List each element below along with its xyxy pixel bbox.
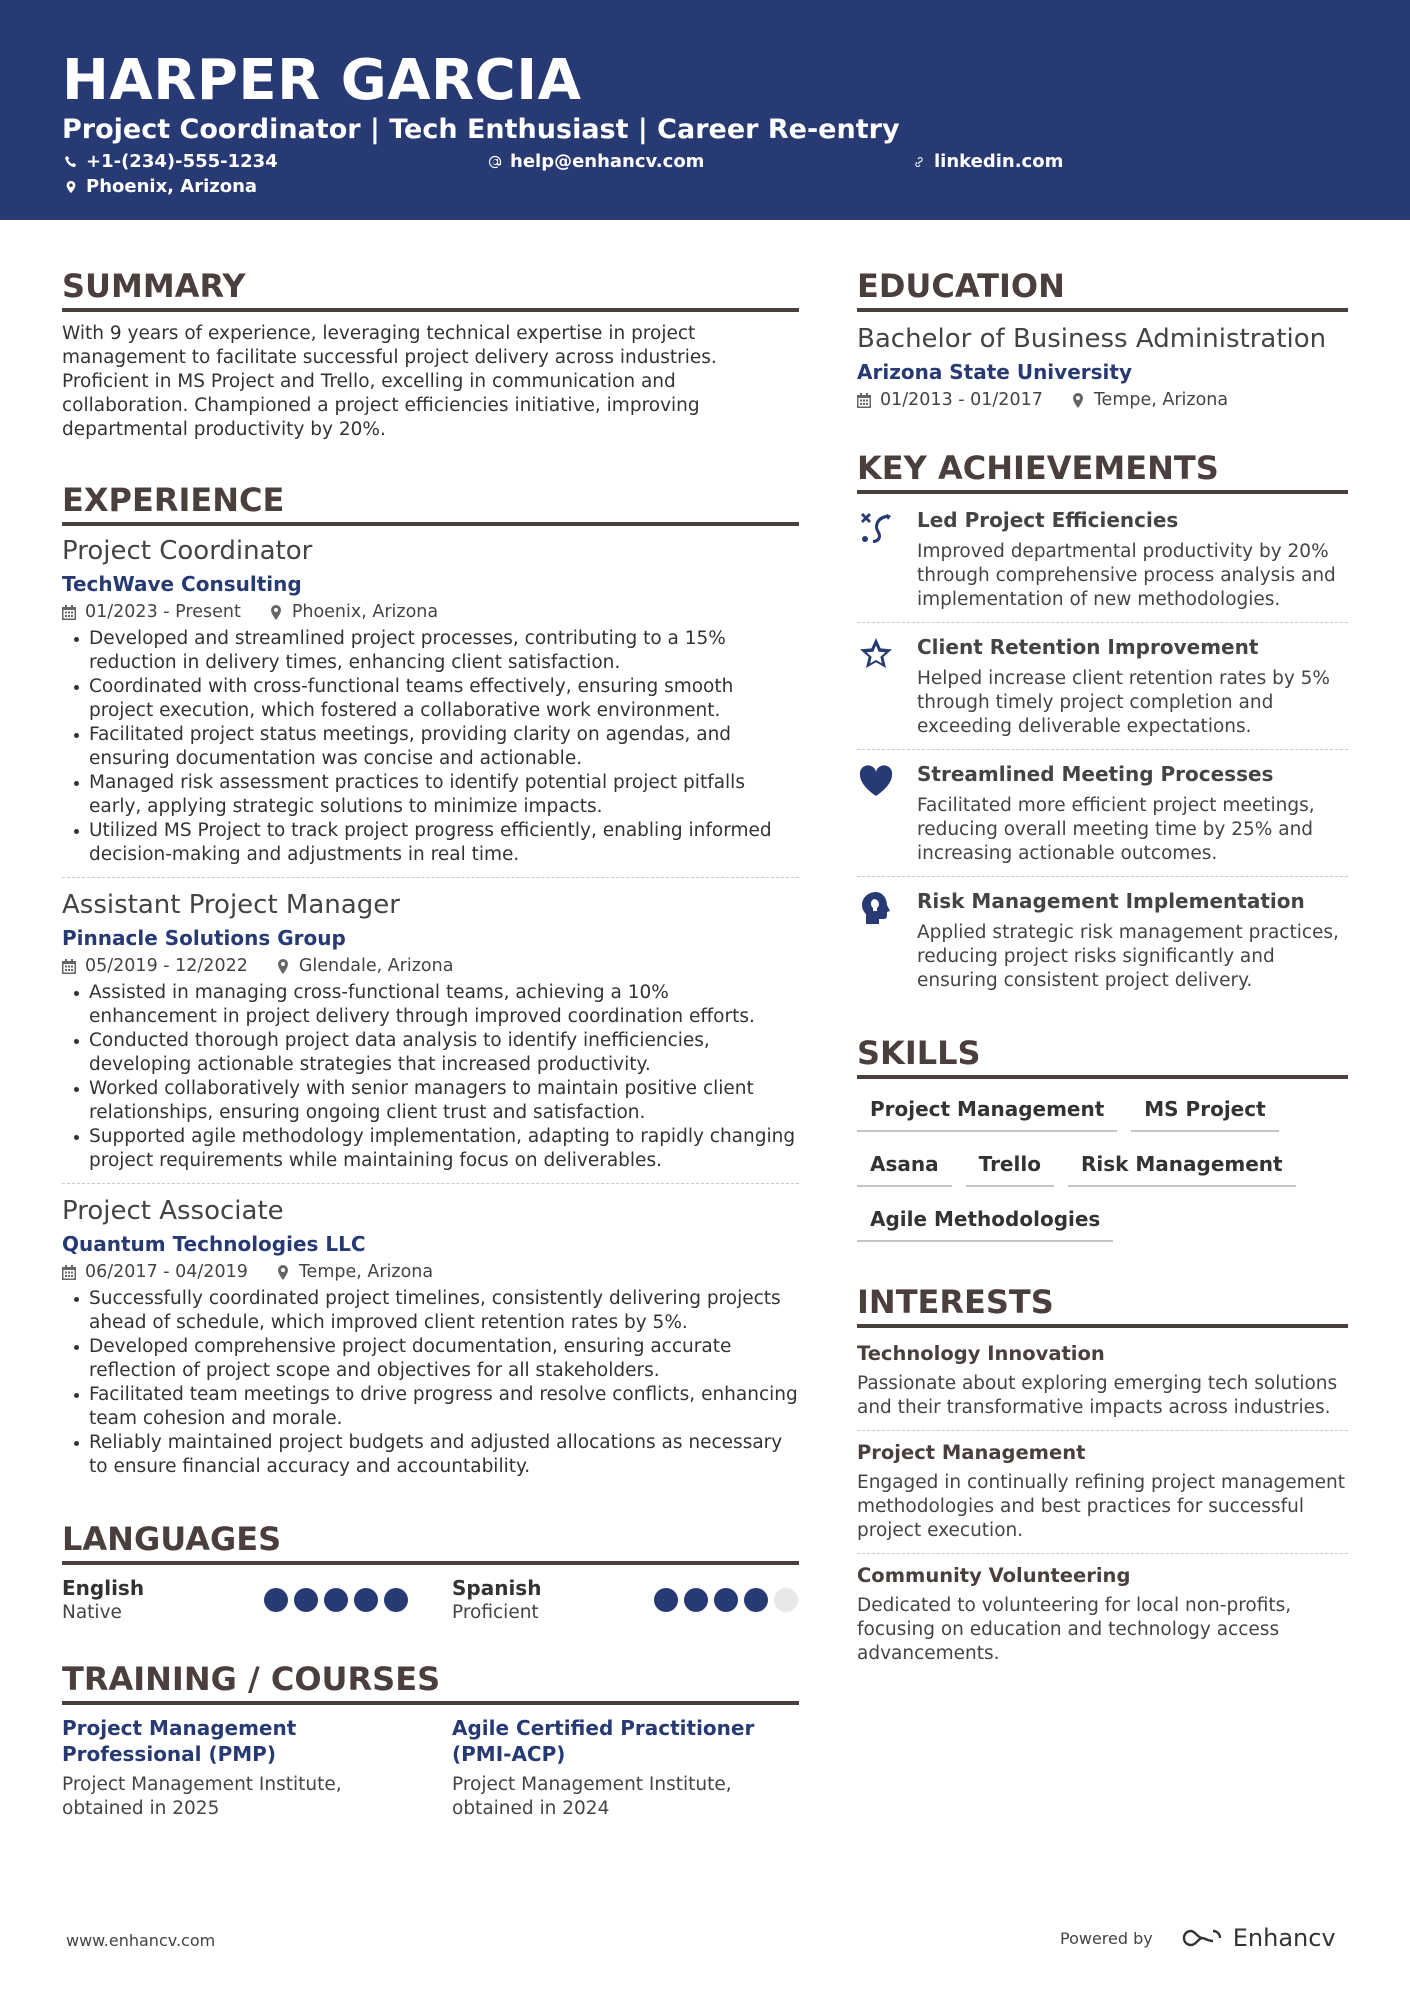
email-text: help@enhancv.com xyxy=(510,151,705,172)
skill-tag: Asana xyxy=(857,1144,952,1187)
job-meta xyxy=(62,954,799,978)
rating-dot xyxy=(774,1588,798,1612)
achievement-desc: Applied strategic risk management practices, reducing project risks significantly and ensuring consistent project delivery. xyxy=(917,922,1339,991)
job-dates xyxy=(62,600,241,624)
rating-dot xyxy=(744,1588,768,1612)
location-text: Phoenix, Arizona xyxy=(86,176,258,197)
experience-section xyxy=(62,480,799,1489)
interest-title: Technology Innovation xyxy=(857,1342,1105,1365)
job-location xyxy=(276,954,454,978)
contact-linkedin[interactable] xyxy=(912,150,1063,174)
interests-section xyxy=(857,1282,1348,1676)
education-degree: Bachelor of Business Administration xyxy=(857,324,1327,354)
skill-tag: MS Project xyxy=(1131,1089,1278,1132)
right-column xyxy=(857,266,1348,1676)
job-dates-text: 06/2017 - 04/2019 xyxy=(85,1262,248,1282)
path-icon xyxy=(857,506,917,612)
achievement-desc: Improved departmental productivity by 20% through comprehensive process analysis and implementation of new methodologies. xyxy=(917,541,1336,610)
interest-desc: Passionate about exploring emerging tech solutions and their transformative impacts across industries. xyxy=(857,1373,1338,1418)
powered-by-label: Powered by xyxy=(1060,1928,1153,1948)
job-title: Assistant Project Manager xyxy=(62,890,400,920)
achievement-item xyxy=(857,749,1348,876)
achievement-text xyxy=(917,506,1348,612)
achievement-text xyxy=(917,760,1348,866)
education-section xyxy=(857,266,1348,412)
summary-heading: SUMMARY xyxy=(62,266,799,312)
job-bullet: Facilitated team meetings to drive progress and resolve conflicts, enhancing team cohesion and morale. xyxy=(62,1383,799,1431)
language-level: Native xyxy=(62,1602,122,1623)
job-entry xyxy=(62,877,799,1183)
job-bullet: Worked collaboratively with senior managers to maintain positive client relationships, ensuring ongoing client trust and satisfaction. xyxy=(62,1077,799,1125)
linkedin-text: linkedin.com xyxy=(934,151,1064,172)
language-rating xyxy=(654,1588,798,1612)
phone-icon xyxy=(64,155,78,169)
achievements-section xyxy=(857,448,1348,1003)
experience-heading: EXPERIENCE xyxy=(62,480,799,526)
job-bullet: Utilized MS Project to track project progress efficiently, enabling informed decision-making and adjustments in real time. xyxy=(62,819,799,867)
head-icon xyxy=(857,887,917,993)
interest-list xyxy=(857,1332,1348,1676)
interest-title: Community Volunteering xyxy=(857,1564,1131,1587)
contact-location xyxy=(64,175,257,199)
rating-dot xyxy=(294,1588,318,1612)
skills-section xyxy=(857,1033,1348,1242)
skill-list xyxy=(857,1089,1348,1242)
calendar-icon xyxy=(857,393,871,408)
job-list xyxy=(62,534,799,1489)
skill-tag: Trello xyxy=(966,1144,1054,1187)
summary-section xyxy=(62,266,799,442)
rating-dot xyxy=(684,1588,708,1612)
achievement-text xyxy=(917,633,1348,739)
contact-phone[interactable] xyxy=(64,150,278,174)
location-pin-icon xyxy=(1071,393,1085,408)
job-bullets xyxy=(62,981,799,1173)
location-pin-icon xyxy=(64,180,78,194)
skill-tag: Agile Methodologies xyxy=(857,1199,1113,1242)
training-item xyxy=(62,1715,408,1821)
language-item xyxy=(62,1575,408,1625)
rating-dot xyxy=(354,1588,378,1612)
language-item xyxy=(452,1575,798,1625)
achievement-title: Led Project Efficiencies xyxy=(917,508,1179,532)
interest-desc: Dedicated to volunteering for local non-profits, focusing on education and technology access advancements. xyxy=(857,1595,1292,1664)
language-name: English xyxy=(62,1576,145,1600)
job-bullet: Reliably maintained project budgets and adjusted allocations as necessary to ensure financial accuracy and accountability. xyxy=(62,1431,799,1479)
achievement-item xyxy=(857,496,1348,622)
job-meta xyxy=(62,1260,799,1284)
job-title: Project Coordinator xyxy=(62,536,313,566)
job-entry xyxy=(62,1183,799,1489)
calendar-icon xyxy=(62,1265,76,1280)
achievement-text xyxy=(917,887,1348,993)
brand-name: Enhancv xyxy=(1232,1924,1336,1952)
job-bullets xyxy=(62,1287,799,1479)
contact-email[interactable] xyxy=(488,150,704,174)
language-list xyxy=(62,1575,799,1625)
rating-dot xyxy=(324,1588,348,1612)
job-bullets xyxy=(62,627,799,867)
job-entry xyxy=(62,534,799,877)
education-location: Tempe, Arizona xyxy=(1071,388,1228,412)
achievement-list xyxy=(857,496,1348,1003)
job-company[interactable]: TechWave Consulting xyxy=(62,572,302,596)
achievement-item xyxy=(857,876,1348,1003)
job-title: Project Associate xyxy=(62,1196,284,1226)
education-dates: 01/2013 - 01/2017 xyxy=(857,388,1043,412)
interest-item xyxy=(857,1332,1348,1430)
education-school: Arizona State University xyxy=(857,360,1132,384)
achievement-title: Risk Management Implementation xyxy=(917,889,1305,913)
summary-text: With 9 years of experience, leveraging technical expertise in project management to facilitate successful project delivery across industries. Proficient in MS Project and Trello, excelling in communication and collaboration. Championed a project efficiencies initiative, improving departmental productivity by 20%. xyxy=(62,323,717,440)
language-level: Proficient xyxy=(452,1602,539,1623)
rating-dot xyxy=(384,1588,408,1612)
achievement-title: Streamlined Meeting Processes xyxy=(917,762,1274,786)
candidate-name: HARPER GARCIA xyxy=(62,48,582,113)
achievement-title: Client Retention Improvement xyxy=(917,635,1259,659)
job-dates-text: 05/2019 - 12/2022 xyxy=(85,956,248,976)
job-bullet: Developed and streamlined project processes, contributing to a 15% reduction in delivery times, enhancing client satisfaction. xyxy=(62,627,799,675)
skills-heading: SKILLS xyxy=(857,1033,1348,1079)
footer-branding xyxy=(1060,1924,1336,1952)
job-dates xyxy=(62,954,248,978)
interest-desc: Engaged in continually refining project management methodologies and best practices for successful project execution. xyxy=(857,1472,1345,1541)
job-bullet: Coordinated with cross-functional teams effectively, ensuring smooth project execution, which fostered a collaborative work environment. xyxy=(62,675,799,723)
interests-heading: INTERESTS xyxy=(857,1282,1348,1328)
skill-tag: Project Management xyxy=(857,1089,1117,1132)
phone-text: +1-(234)-555-1234 xyxy=(86,151,278,172)
achievement-desc: Helped increase client retention rates by 5% through timely project completion and exceeding deliverable expectations. xyxy=(917,668,1331,737)
candidate-title: Project Coordinator | Tech Enthusiast | Career Re-entry xyxy=(62,114,900,145)
job-location-text: Phoenix, Arizona xyxy=(291,602,439,622)
calendar-icon xyxy=(62,605,76,620)
language-rating xyxy=(264,1588,408,1612)
star-icon xyxy=(857,633,917,739)
job-location xyxy=(269,600,438,624)
job-bullet: Managed risk assessment practices to identify potential project pitfalls early, applying strategic solutions to minimize impacts. xyxy=(62,771,799,819)
job-bullet: Assisted in managing cross-functional teams, achieving a 10% enhancement in project delivery through improved coordination efforts. xyxy=(62,981,799,1029)
location-pin-icon xyxy=(269,605,283,620)
achievement-desc: Facilitated more efficient project meetings, reducing overall meeting time by 25% and increasing actionable outcomes. xyxy=(917,795,1315,864)
job-company[interactable]: Pinnacle Solutions Group xyxy=(62,926,346,950)
rating-dot xyxy=(714,1588,738,1612)
calendar-icon xyxy=(62,959,76,974)
training-desc: Project Management Institute, obtained in 2025 xyxy=(62,1774,342,1819)
education-heading: EDUCATION xyxy=(857,266,1348,312)
header-banner xyxy=(0,0,1410,220)
job-company[interactable]: Quantum Technologies LLC xyxy=(62,1232,366,1256)
training-list xyxy=(62,1715,799,1821)
interest-item xyxy=(857,1553,1348,1676)
training-section xyxy=(62,1659,799,1821)
at-icon xyxy=(488,155,502,169)
left-column xyxy=(62,266,799,1821)
infinity-logo-icon xyxy=(1179,1926,1225,1950)
training-title: Project Management Professional (PMP) xyxy=(62,1716,297,1766)
language-name: Spanish xyxy=(452,1576,542,1600)
footer-website[interactable]: www.enhancv.com xyxy=(66,1931,216,1950)
job-location xyxy=(276,1260,433,1284)
languages-section xyxy=(62,1519,799,1625)
location-pin-icon xyxy=(276,1265,290,1280)
training-heading: TRAINING / COURSES xyxy=(62,1659,799,1705)
language-text xyxy=(452,1575,541,1625)
job-bullet: Developed comprehensive project documentation, ensuring accurate reflection of project scope and objectives for all stakeholders. xyxy=(62,1335,799,1383)
heart-icon xyxy=(857,760,917,866)
training-item xyxy=(452,1715,798,1821)
job-bullet: Facilitated project status meetings, providing clarity on agendas, and ensuring documentation was concise and actionable. xyxy=(62,723,799,771)
achievements-heading: KEY ACHIEVEMENTS xyxy=(857,448,1348,494)
brand-logo[interactable] xyxy=(1179,1924,1336,1952)
training-title: Agile Certified Practitioner (PMI-ACP) xyxy=(452,1716,755,1766)
interest-title: Project Management xyxy=(857,1441,1086,1464)
skill-tag: Risk Management xyxy=(1068,1144,1296,1187)
job-meta xyxy=(62,600,799,624)
achievement-item xyxy=(857,622,1348,749)
job-bullet: Supported agile methodology implementation, adapting to rapidly changing project requirements while maintaining focus on deliverables. xyxy=(62,1125,799,1173)
job-bullet: Conducted thorough project data analysis to identify inefficiencies, developing actionable strategies that increased productivity. xyxy=(62,1029,799,1077)
languages-heading: LANGUAGES xyxy=(62,1519,799,1565)
education-meta xyxy=(857,388,1348,412)
job-dates xyxy=(62,1260,248,1284)
job-dates-text: 01/2023 - Present xyxy=(85,602,241,622)
rating-dot xyxy=(264,1588,288,1612)
job-location-text: Glendale, Arizona xyxy=(298,956,454,976)
interest-item xyxy=(857,1430,1348,1553)
rating-dot xyxy=(654,1588,678,1612)
location-pin-icon xyxy=(276,959,290,974)
training-desc: Project Management Institute, obtained in 2024 xyxy=(452,1774,732,1819)
link-icon xyxy=(912,155,926,169)
job-bullet: Successfully coordinated project timelines, consistently delivering projects ahead of schedule, which improved client retention rates by 5%. xyxy=(62,1287,799,1335)
language-text xyxy=(62,1575,144,1625)
job-location-text: Tempe, Arizona xyxy=(298,1262,434,1282)
